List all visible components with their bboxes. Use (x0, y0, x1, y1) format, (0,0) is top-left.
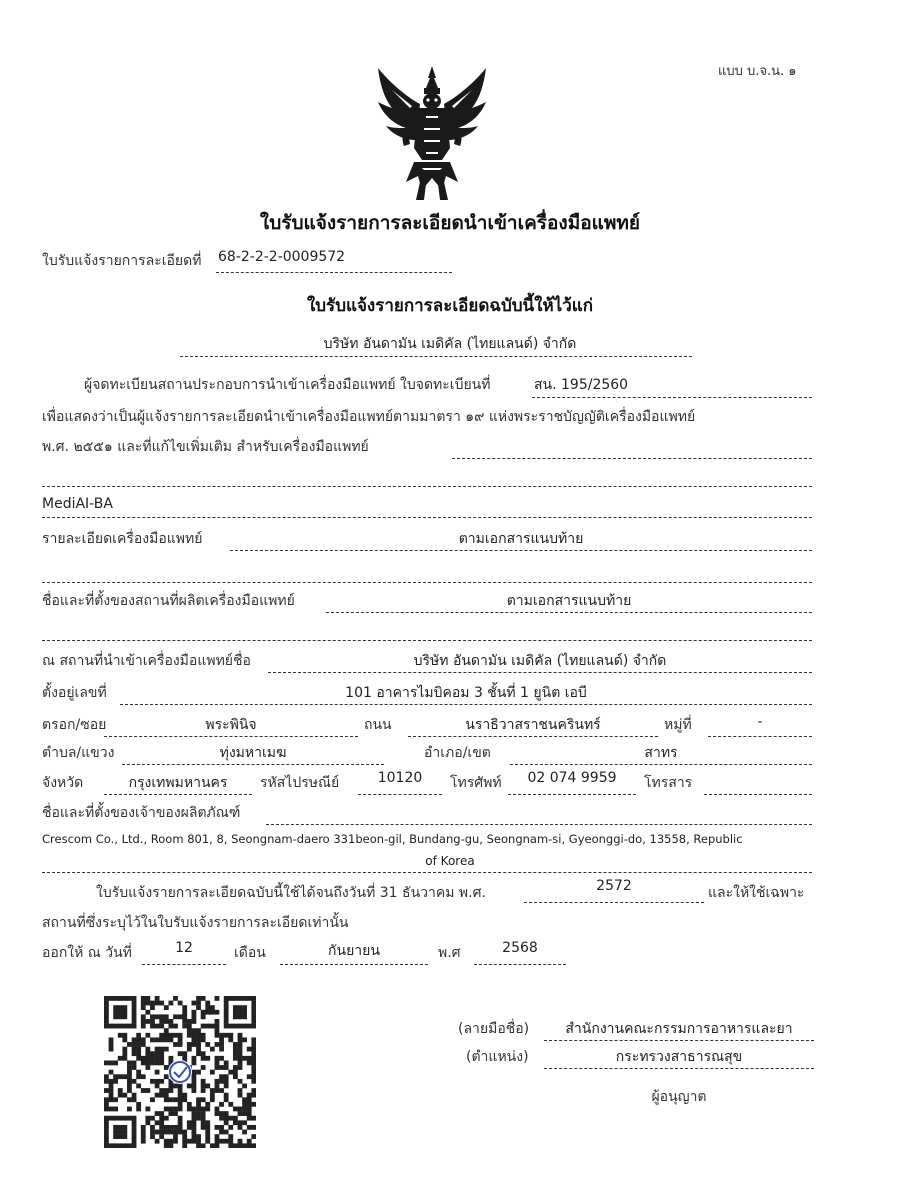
manufacturer-value: ตามเอกสารแนบท้าย (506, 593, 632, 609)
moo-underline (708, 736, 812, 737)
blank-line-2 (42, 582, 812, 583)
para1-line2: เพื่อแสดงว่าเป็นผู้แจ้งรายการละเอียดนำเข้าเครื่องมือแพทย์ตามมาตรา ๑๙ แห่งพระราชบัญญัติเครื่องมือแพทย์ (42, 409, 696, 425)
issued-day-underline (142, 964, 226, 965)
province-label: จังหวัด (42, 775, 84, 791)
district-underline (510, 764, 812, 765)
registration-number: สน. 195/2560 (534, 377, 629, 393)
import-site-value: บริษัท อันดามัน เมดิคัล (ไทยแลนด์) จำกัด (413, 653, 667, 669)
soi-label: ตรอก/ซอย (42, 717, 107, 733)
postcode-value: 10120 (377, 770, 423, 786)
notice-number-value: 68-2-2-2-0009572 (218, 249, 346, 265)
owner-label-underline (266, 824, 812, 825)
owner-value-line1: Crescom Co., Ltd., Room 801, 8, Seongnam-daero 331beon-gil, Bundang-gu, Seongnam-si, Gyeonggi-do, 13558, Republic (42, 832, 743, 846)
para1-line1: ผู้จดทะเบียนสถานประกอบการนำเข้าเครื่องมือแพทย์ ใบจดทะเบียนที่ (84, 377, 491, 393)
issued-month: กันยายน (328, 943, 380, 959)
district-label: อำเภอ/เขต (424, 745, 491, 761)
validity-tail: และให้ใช้เฉพาะ (708, 885, 805, 901)
company-underline (180, 356, 692, 357)
road-label: ถนน (364, 717, 392, 733)
postcode-underline (358, 794, 442, 795)
blank-line-3 (42, 640, 812, 641)
address-no-label: ตั้งอยู่เลขที่ (42, 685, 107, 701)
issued-to-heading: ใบรับแจ้งรายการละเอียดฉบับนี้ให้ไว้แก่ (306, 296, 594, 316)
manufacturer-underline (326, 612, 812, 613)
document-title: ใบรับแจ้งรายการละเอียดนำเข้าเครื่องมือแพทย์ (259, 212, 641, 234)
position-underline (544, 1068, 814, 1069)
para1-line3: พ.ศ. ๒๕๕๑ และที่แก้ไขเพิ่มเติม สำหรับเครื่องมือแพทย์ (42, 439, 369, 455)
phone-label: โทรศัพท์ (450, 775, 502, 791)
signature-value: สำนักงานคณะกรรมการอาหารและยา (565, 1021, 793, 1037)
subdistrict-value: ทุ่งมหาเมฆ (219, 745, 287, 761)
subdistrict-label: ตำบล/แขวง (42, 745, 115, 761)
address-no-value: 101 อาคารไมบิคอม 3 ชั้นที่ 1 ยูนิต เอบี (345, 685, 587, 701)
device-name: MediAI-BA (42, 496, 113, 512)
para1-underline (452, 458, 812, 459)
blank-line-1 (42, 486, 812, 487)
owner-label: ชื่อและที่ตั้งของเจ้าของผลิตภัณฑ์ (42, 805, 241, 821)
notice-number-underline (216, 272, 452, 273)
road-underline (408, 736, 658, 737)
fax-underline (704, 794, 812, 795)
validity-line2: สถานที่ซึ่งระบุไว้ในใบรับแจ้งรายการละเอียดเท่านั้น (42, 915, 349, 931)
issued-year-label: พ.ศ (438, 945, 461, 961)
signature-label: (ลายมือชื่อ) (458, 1021, 530, 1037)
device-detail-label: รายละเอียดเครื่องมือแพทย์ (42, 531, 203, 547)
import-site-label: ณ สถานที่นำเข้าเครื่องมือแพทย์ชื่อ (42, 653, 251, 669)
qr-code-icon (104, 996, 256, 1148)
owner-value-line2: of Korea (425, 854, 475, 868)
soi-underline (104, 736, 358, 737)
licensor-role: ผู้อนุญาต (651, 1089, 707, 1105)
issued-label: ออกให้ ณ วันที่ (42, 945, 132, 961)
position-label: (ตำแหน่ง) (466, 1049, 529, 1065)
manufacturer-label: ชื่อและที่ตั้งของสถานที่ผลิตเครื่องมือแพทย์ (42, 593, 295, 609)
issued-year: 2568 (502, 940, 538, 956)
moo-label: หมู่ที่ (664, 717, 692, 733)
province-underline (104, 794, 252, 795)
owner-underline (42, 872, 812, 873)
issued-year-underline (474, 964, 566, 965)
form-code: แบบ บ.จ.น. ๑ (718, 64, 797, 79)
import-site-underline (268, 672, 812, 673)
phone-value: 02 074 9959 (527, 770, 617, 786)
issued-month-underline (280, 964, 428, 965)
moo-value: - (757, 714, 763, 730)
registration-underline (532, 397, 812, 398)
company-name: บริษัท อันดามัน เมดิคัล (ไทยแลนด์) จำกัด (323, 336, 577, 352)
device-detail-underline (230, 550, 812, 551)
device-name-underline (42, 517, 812, 518)
notice-number-label: ใบรับแจ้งรายการละเอียดที่ (42, 253, 202, 269)
position-value: กระทรวงสาธารณสุข (615, 1049, 743, 1065)
subdistrict-underline (122, 764, 384, 765)
district-value: สาทร (644, 745, 678, 761)
validity-year: 2572 (596, 878, 632, 894)
signature-underline (544, 1040, 814, 1041)
address-no-underline (120, 704, 812, 705)
phone-underline (508, 794, 636, 795)
postcode-label: รหัสไปรษณีย์ (260, 775, 340, 791)
garuda-emblem-icon (372, 64, 492, 202)
issued-month-label: เดือน (234, 945, 266, 961)
device-detail-value: ตามเอกสารแนบท้าย (458, 531, 584, 547)
road-value: นราธิวาสราชนครินทร์ (465, 717, 601, 733)
soi-value: พระพินิจ (205, 717, 257, 733)
province-value: กรุงเทพมหานคร (128, 775, 228, 791)
validity-line1: ใบรับแจ้งรายการละเอียดฉบับนี้ใช้ได้จนถึงวันที่ 31 ธันวาคม พ.ศ. (96, 885, 486, 901)
validity-year-underline (524, 902, 704, 903)
fax-label: โทรสาร (644, 775, 693, 791)
issued-day: 12 (175, 940, 193, 956)
